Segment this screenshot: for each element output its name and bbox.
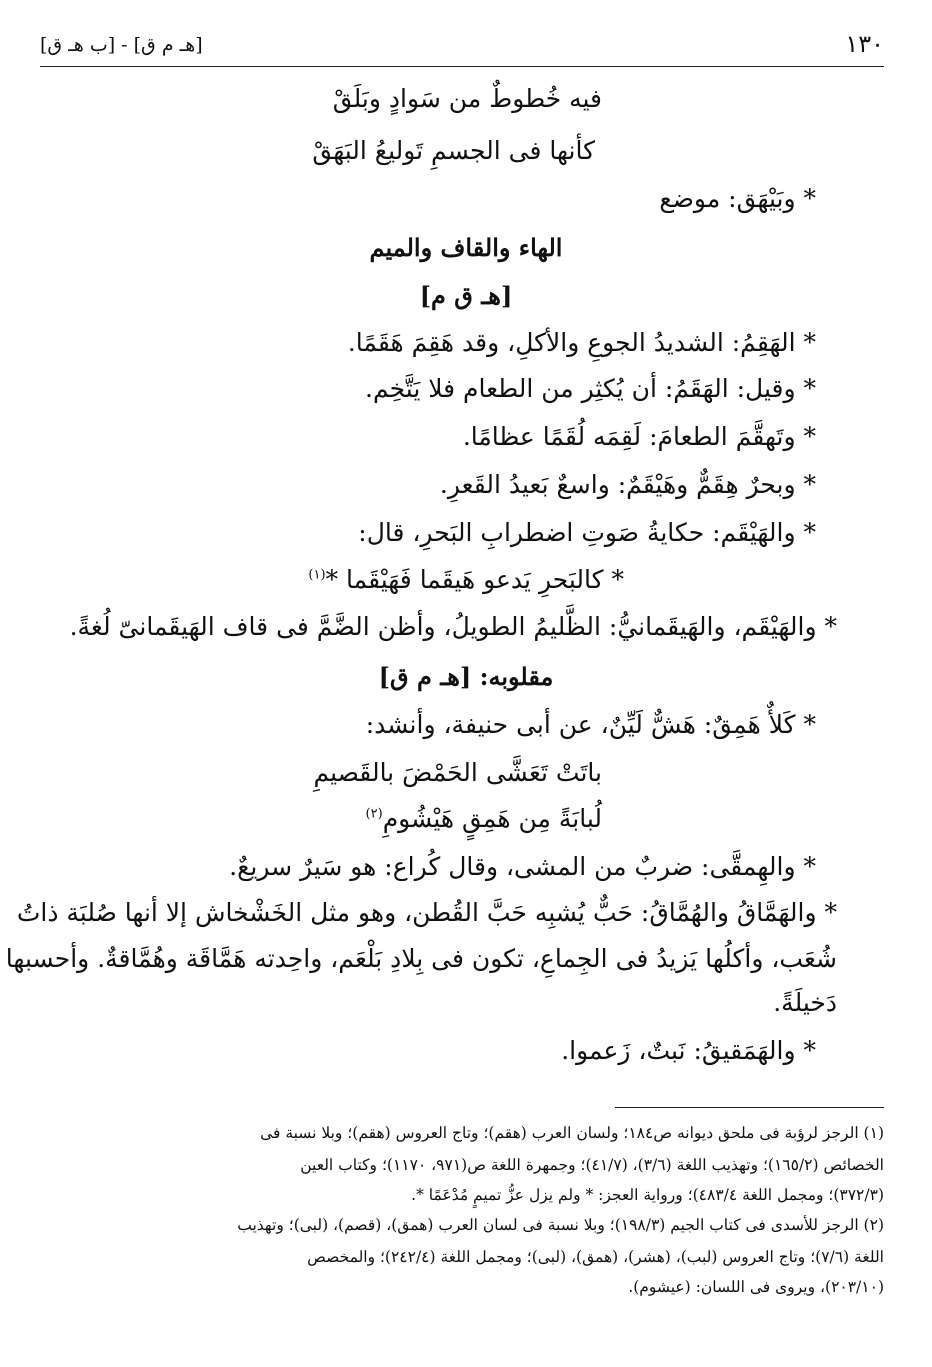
root-heading: [هـ ق م] bbox=[419, 281, 513, 310]
verse-text: لُبابَةً مِن هَمِقٍ هَيْشُومِ bbox=[382, 804, 602, 833]
entry-line: شُعَب، وأكلُها يَزيدُ فى الجِماعِ، تكون فى بِلادِ بَلْعَم، واحِدته هَمَّاقَة وهُمَّاقةٌ. وأحسبها bbox=[5, 944, 837, 973]
entry-line: * وقيل: الهَقَمُ: أن يُكثِر من الطعام فلا يَتَّخِم. bbox=[365, 374, 816, 403]
entry-line: دَخيلَةً. bbox=[773, 988, 837, 1017]
entry-line: * والهَمَّاقُ والهُمَّاقُ: حَبٌّ يُشبِه حَبَّ القُطن، وهو مثل الخَشْخاش إلا أنها صُلبَة ذاتُ bbox=[16, 898, 837, 927]
footnote-line: (٢٠٣/١٠)، ويروى فى اللسان: (عيشوم). bbox=[628, 1278, 884, 1296]
entry-line: * والهِمقَّى: ضربٌ من المشى، وقال كُراع: هو سَيرٌ سريعٌ. bbox=[229, 852, 816, 881]
footnote-line: (٢) الرجز للأسدى فى كتاب الجيم (١٩٨/٣)؛ وبلا نسبة فى لسان العرب (همق)، (قصم)، (لبى)؛ وتهذيب bbox=[237, 1216, 884, 1234]
entry-line: * الهَقِمُ: الشديدُ الجوعِ والأكلِ، وقد هَقِمَ هَقَمًا. bbox=[347, 328, 816, 357]
verse-line bbox=[308, 565, 624, 594]
entry-line: * وبَيْهَق: موضع bbox=[659, 184, 816, 213]
verse-line: باتَتْ تَعَشَّى الحَمْضَ بالقَصيمِ bbox=[313, 758, 602, 787]
entry-line: * كَلأٌ هَمِقٌ: هَشٌّ لَيِّنٌ، عن أبى حنيفة، وأنشد: bbox=[365, 710, 816, 739]
footnote-ref: (١) bbox=[308, 567, 326, 583]
footnote-ref: (٢) bbox=[365, 806, 383, 822]
section-heading: مقلوبه: [هـ م ق] bbox=[378, 662, 554, 691]
footnote-line: اللغة (٧/٦)؛ وتاج العروس (لبب)، (هشر)، (همق)، (لبى)؛ ومجمل اللغة (٢٤٢/٤)؛ والمخصص bbox=[307, 1248, 884, 1266]
entry-line: * والهَيْقَم: حكايةُ صَوتِ اضطرابِ البَحرِ، قال: bbox=[358, 518, 816, 547]
verse-line bbox=[366, 804, 602, 833]
verse-line: كأنها فى الجسمِ تَوليعُ البَهَقْ bbox=[312, 136, 595, 165]
verse-text: * كالبَحرِ يَدعو هَيقَما فَهَيْقَما * bbox=[325, 565, 624, 594]
footnote-separator bbox=[615, 1107, 884, 1108]
footnote-line: (١) الرجز لرؤبة فى ملحق ديوانه ص١٨٤؛ ولسان العرب (هقم)؛ وتاج العروس (هقم)؛ وبلا نسبة فى bbox=[260, 1124, 884, 1142]
entry-line: * وتَهقَّمَ الطعامَ: لَقِمَه لُقَمًا عظامًا. bbox=[462, 422, 816, 451]
entry-line: * والهَيْقَم، والهَيقَمانيُّ: الظَّليمُ الطويلُ، وأظن الضَّمَّ فى قاف الهَيقَمانىّ لُغةً. bbox=[69, 612, 837, 641]
footnote-line: الخصائص (١٦٥/٢)؛ وتهذيب اللغة (٣/٦)، (٤١/٧)؛ وجمهرة اللغة ص(٩٧١، ١١٧٠)؛ وكتاب العين bbox=[300, 1156, 884, 1174]
page-number: ١٣٠ bbox=[845, 30, 884, 58]
entry-line: * والهَمَقيقُ: نَبتٌ، زَعموا. bbox=[561, 1036, 816, 1065]
page-header bbox=[40, 30, 884, 67]
verse-line: فيه خُطوطٌ من سَوادٍ وبَلَقْ bbox=[332, 84, 602, 113]
entry-line: * وبحرٌ هِقَمٌّ وهَيْقَمٌ: واسعٌ بَعيدُ القَعرِ. bbox=[439, 470, 816, 499]
footnote-line: (٣٧٢/٣)؛ ومجمل اللغة ٤٨٣/٤)؛ ورواية العجز: * ولم يزل عزُّ تميمٍ مُدْعَمًا *. bbox=[411, 1186, 884, 1204]
section-heading: الهاء والقاف والميم bbox=[369, 233, 563, 262]
running-head: [ب هـ ق] - [هـ م ق] bbox=[40, 34, 203, 56]
